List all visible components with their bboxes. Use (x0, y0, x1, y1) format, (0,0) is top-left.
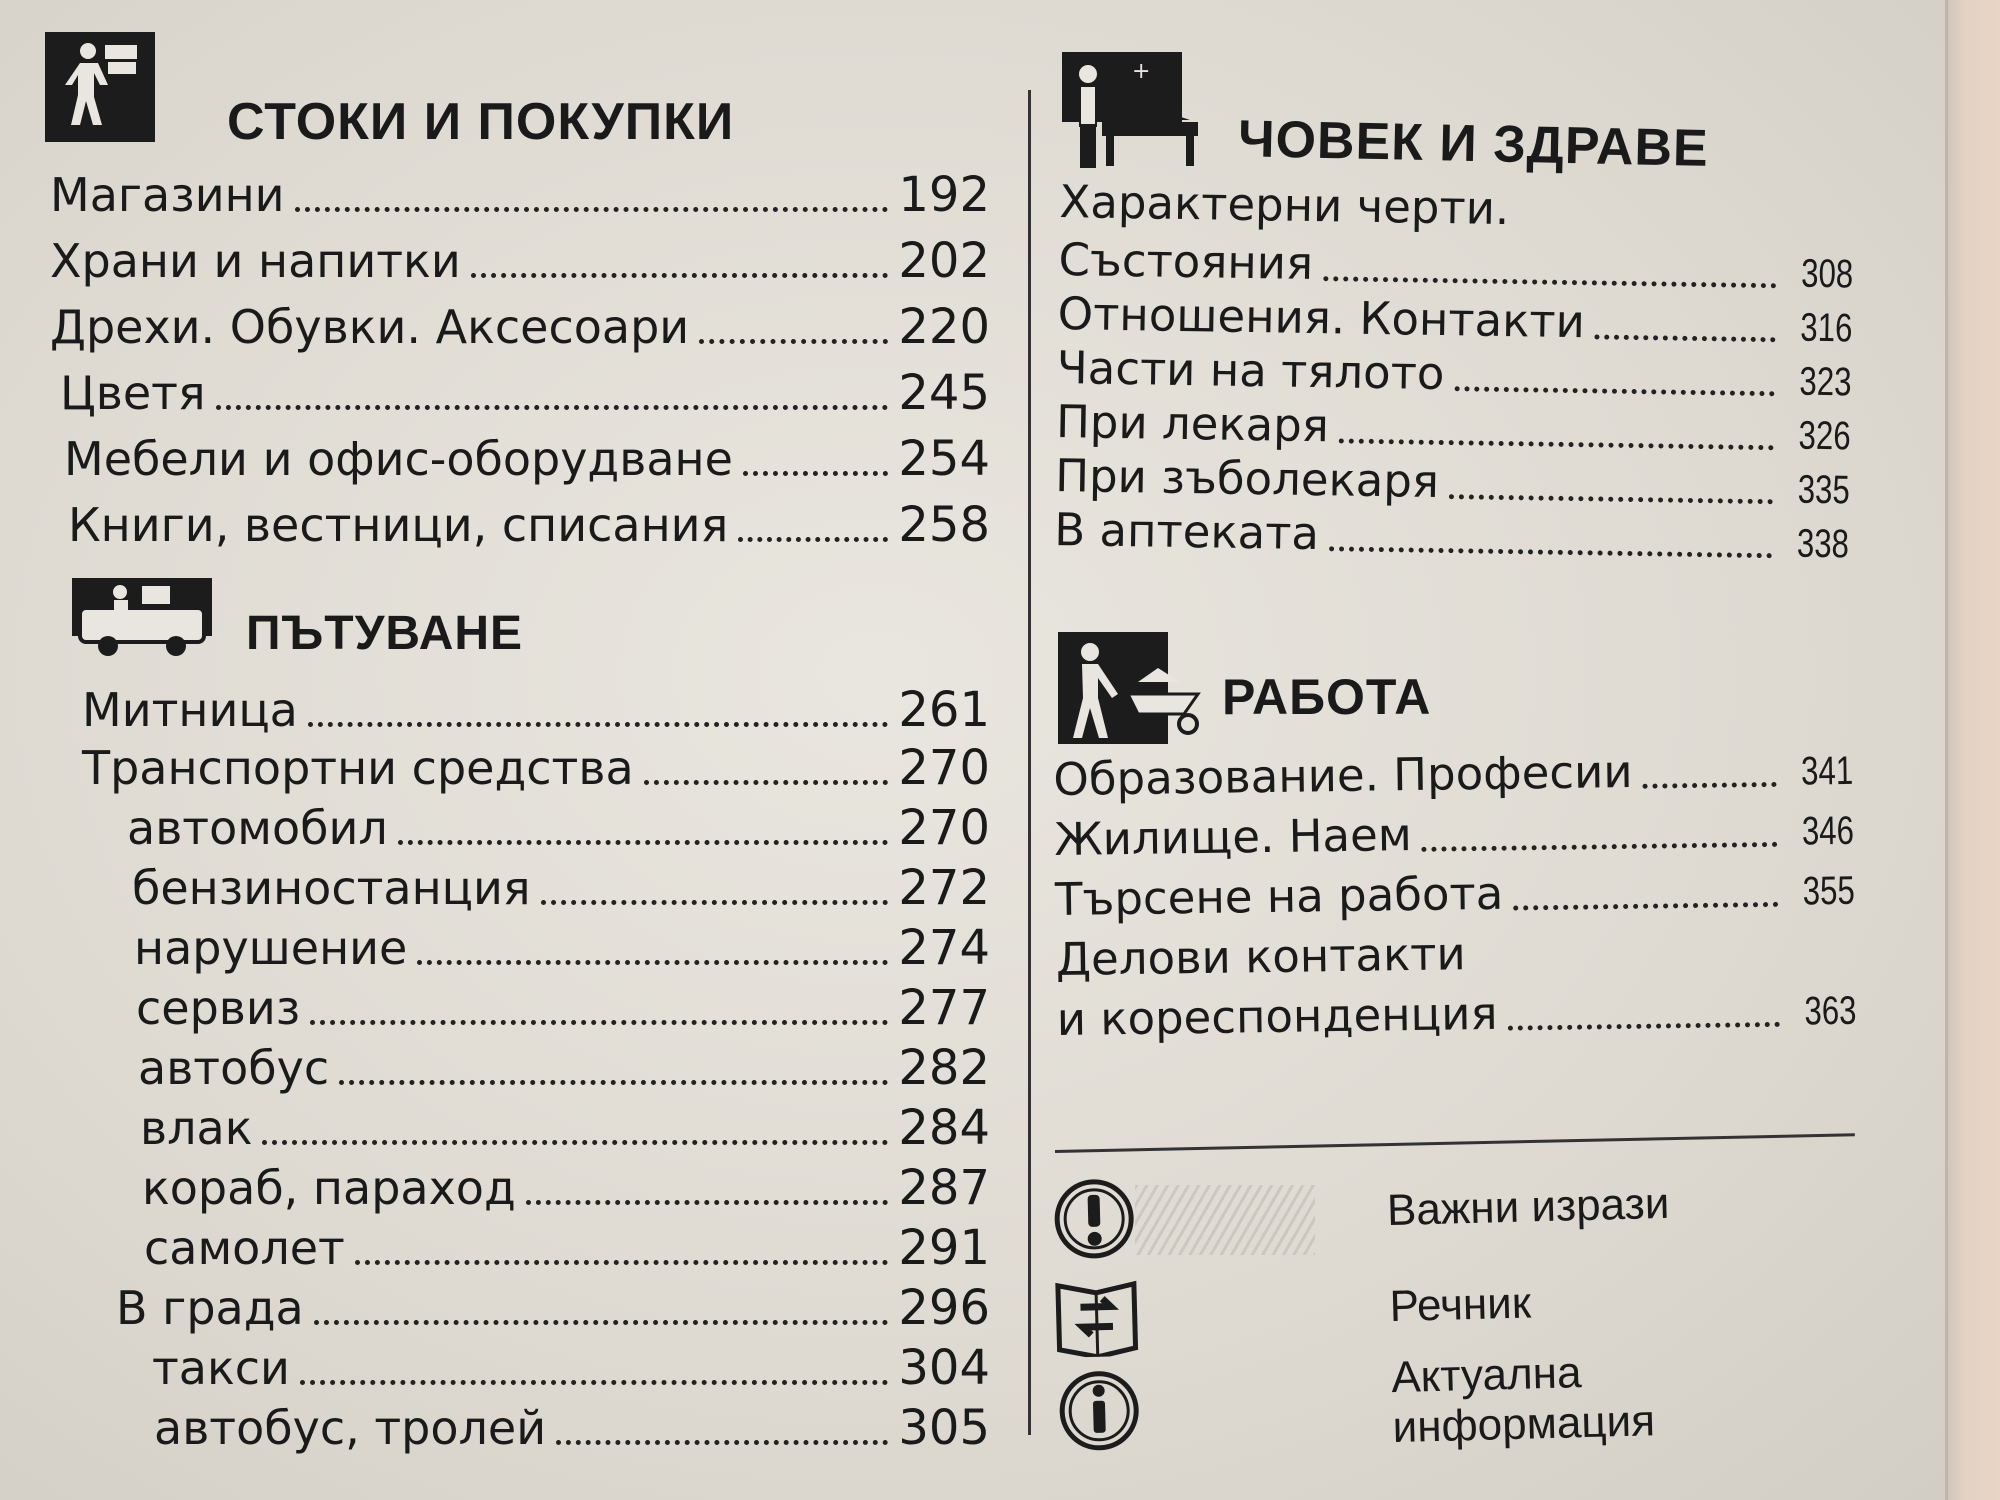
entry-page: 346 (1801, 808, 1855, 854)
entry-label: Делови контакти (1055, 927, 1467, 986)
toc-entry[interactable] (50, 231, 990, 291)
entry-label: Храни и напитки (50, 234, 461, 288)
leader-dots (300, 1380, 888, 1385)
entry-label: Търсене на работа (1054, 866, 1504, 926)
toc-goods (50, 165, 990, 555)
toc-health (1054, 172, 1855, 572)
entry-label: При зъболекаря (1054, 448, 1440, 508)
leader-dots (1513, 901, 1778, 910)
entry-page: 220 (898, 299, 990, 355)
toc-work (1053, 739, 1857, 1050)
leader-dots (339, 1080, 888, 1085)
entry-page: 261 (898, 682, 990, 738)
leader-dots (1508, 1021, 1780, 1030)
toc-entry[interactable] (82, 978, 990, 1038)
entry-label: В града (116, 1281, 304, 1335)
leader-dots (526, 1200, 889, 1205)
entry-page: 341 (1801, 748, 1854, 794)
entry-label: При лекаря (1055, 394, 1330, 453)
entry-page: 282 (898, 1040, 990, 1096)
toc-entry[interactable] (82, 1338, 990, 1398)
toc-entry[interactable] (1054, 799, 1855, 870)
entry-label: Отношения. Контакти (1057, 286, 1586, 349)
section-title: ПЪТУВАНЕ (246, 607, 524, 660)
leader-dots (262, 1140, 888, 1145)
toc-entry[interactable] (82, 738, 990, 798)
toc-entry[interactable] (82, 798, 990, 858)
leader-dots (1643, 781, 1777, 788)
exclamation-circle-icon (1050, 1175, 1138, 1263)
entry-label: автомобил (127, 801, 388, 855)
entry-page: 284 (898, 1100, 990, 1156)
traveler-with-car-icon (72, 578, 212, 660)
toc-entry[interactable] (1053, 739, 1854, 810)
toc-entry[interactable] (82, 918, 990, 978)
entry-page: 296 (898, 1280, 990, 1336)
entry-page: 323 (1799, 359, 1853, 405)
toc-entry[interactable] (50, 297, 990, 357)
svg-text:+: + (1132, 59, 1151, 84)
toc-entry[interactable] (50, 165, 990, 225)
entry-label: такси (152, 1341, 290, 1395)
entry-page: 274 (898, 920, 990, 976)
toc-entry[interactable] (82, 1038, 990, 1098)
entry-label: Дрехи. Обувки. Аксесоари (50, 300, 690, 354)
toc-travel (82, 680, 990, 1458)
section-header-work (1058, 632, 1431, 744)
leader-dots (417, 960, 888, 965)
entry-page: 270 (898, 800, 990, 856)
leader-dots (1323, 276, 1777, 288)
entry-page: 304 (898, 1340, 990, 1396)
toc-entry[interactable] (50, 429, 990, 489)
dictionary-arrows-icon (1053, 1271, 1141, 1359)
entry-page: 338 (1796, 521, 1850, 567)
entry-label: Мебели и офис-оборудване (64, 432, 733, 486)
toc-entry[interactable] (50, 495, 990, 555)
shopper-carrying-boxes-icon (45, 32, 155, 142)
toc-entry[interactable] (1056, 919, 1857, 990)
entry-page: 308 (1801, 251, 1854, 297)
leader-dots (699, 339, 888, 344)
worker-with-wheelbarrow-icon (1058, 632, 1208, 744)
entry-page: 192 (898, 167, 990, 223)
leader-dots (1329, 546, 1773, 558)
entry-page: 291 (898, 1220, 990, 1276)
toc-entry[interactable] (82, 1278, 990, 1338)
leader-dots (471, 273, 889, 278)
legend (1050, 1154, 1857, 1457)
leader-dots (1422, 841, 1778, 851)
info-circle-icon (1055, 1367, 1143, 1455)
entry-label: автобус, тролей (154, 1401, 547, 1455)
entry-label: Книги, вестници, списания (68, 498, 729, 552)
leader-dots (556, 1440, 888, 1445)
entry-label: кораб, параход (142, 1161, 516, 1215)
entry-label: Характерни черти. (1059, 174, 1510, 236)
entry-page: 277 (898, 980, 990, 1036)
entry-page: 287 (898, 1160, 990, 1216)
legend-label: Речник (1388, 1278, 1532, 1332)
entry-label: Цветя (60, 366, 206, 420)
entry-label: В аптеката (1053, 502, 1320, 561)
section-header-goods (45, 32, 735, 151)
entry-label: Части на тялото (1056, 340, 1445, 401)
leader-dots (308, 722, 889, 727)
leader-dots (310, 1020, 888, 1025)
section-header-health (1062, 52, 1710, 178)
entry-label: Образование. Професии (1053, 744, 1633, 806)
leader-dots (1339, 438, 1774, 450)
entry-label: самолет (144, 1221, 345, 1275)
toc-entry[interactable] (82, 1098, 990, 1158)
entry-label: Транспортни средства (82, 741, 634, 795)
page-edge (1945, 0, 2000, 1500)
entry-page: 258 (898, 497, 990, 553)
leader-dots (295, 207, 889, 212)
section-title: РАБОТА (1222, 669, 1432, 725)
leader-dots (355, 1260, 889, 1265)
toc-entry[interactable] (82, 1218, 990, 1278)
legend-label: Актуална информация (1390, 1348, 1656, 1453)
toc-entry[interactable] (50, 363, 990, 423)
toc-entry[interactable] (1056, 979, 1857, 1050)
entry-label: сервиз (136, 981, 301, 1035)
entry-page: 363 (1804, 988, 1858, 1034)
entry-page: 326 (1798, 413, 1852, 459)
leader-dots (398, 840, 889, 845)
section-title: СТОКИ И ПОКУПКИ (227, 93, 735, 151)
leader-dots (216, 405, 889, 410)
entry-label: влак (140, 1101, 253, 1155)
toc-entry[interactable] (82, 1158, 990, 1218)
toc-entry[interactable] (82, 680, 990, 740)
entry-page: 202 (898, 233, 990, 289)
entry-label: Митница (82, 683, 298, 737)
leader-dots (314, 1320, 889, 1325)
entry-page: 272 (898, 860, 990, 916)
legend-label: Важни изрази (1386, 1178, 1670, 1236)
entry-page: 316 (1800, 305, 1853, 351)
section-title: ЧОВЕК И ЗДРАВЕ (1237, 110, 1710, 178)
entry-page: 335 (1797, 467, 1851, 513)
toc-entry[interactable] (82, 858, 990, 918)
leader-dots (1595, 334, 1776, 342)
entry-label: Жилище. Наем (1053, 808, 1413, 866)
entry-page: 355 (1802, 868, 1856, 914)
toc-entry[interactable] (82, 1398, 990, 1458)
entry-label: Състояния (1058, 232, 1314, 290)
leader-dots (743, 471, 888, 476)
entry-label: автобус (138, 1041, 330, 1095)
section-header-travel (72, 578, 523, 660)
column-divider (1028, 90, 1031, 1435)
entry-label: и кореспонденция (1056, 986, 1498, 1046)
leader-dots (1454, 386, 1775, 396)
leader-dots (644, 780, 889, 785)
entry-label: нарушение (134, 921, 408, 975)
entry-label: Магазини (50, 168, 285, 222)
leader-dots (541, 900, 889, 905)
entry-page: 270 (898, 740, 990, 796)
legend-item (1055, 1346, 1857, 1457)
doctor-and-patient-icon (1062, 52, 1202, 170)
leader-dots (1449, 494, 1773, 504)
leader-dots (738, 537, 888, 542)
entry-page: 254 (898, 431, 990, 487)
toc-entry[interactable] (1055, 859, 1856, 930)
entry-page: 305 (898, 1400, 990, 1456)
toc-entry[interactable] (1054, 500, 1850, 572)
entry-page: 245 (898, 365, 990, 421)
entry-label: бензиностанция (132, 861, 531, 915)
